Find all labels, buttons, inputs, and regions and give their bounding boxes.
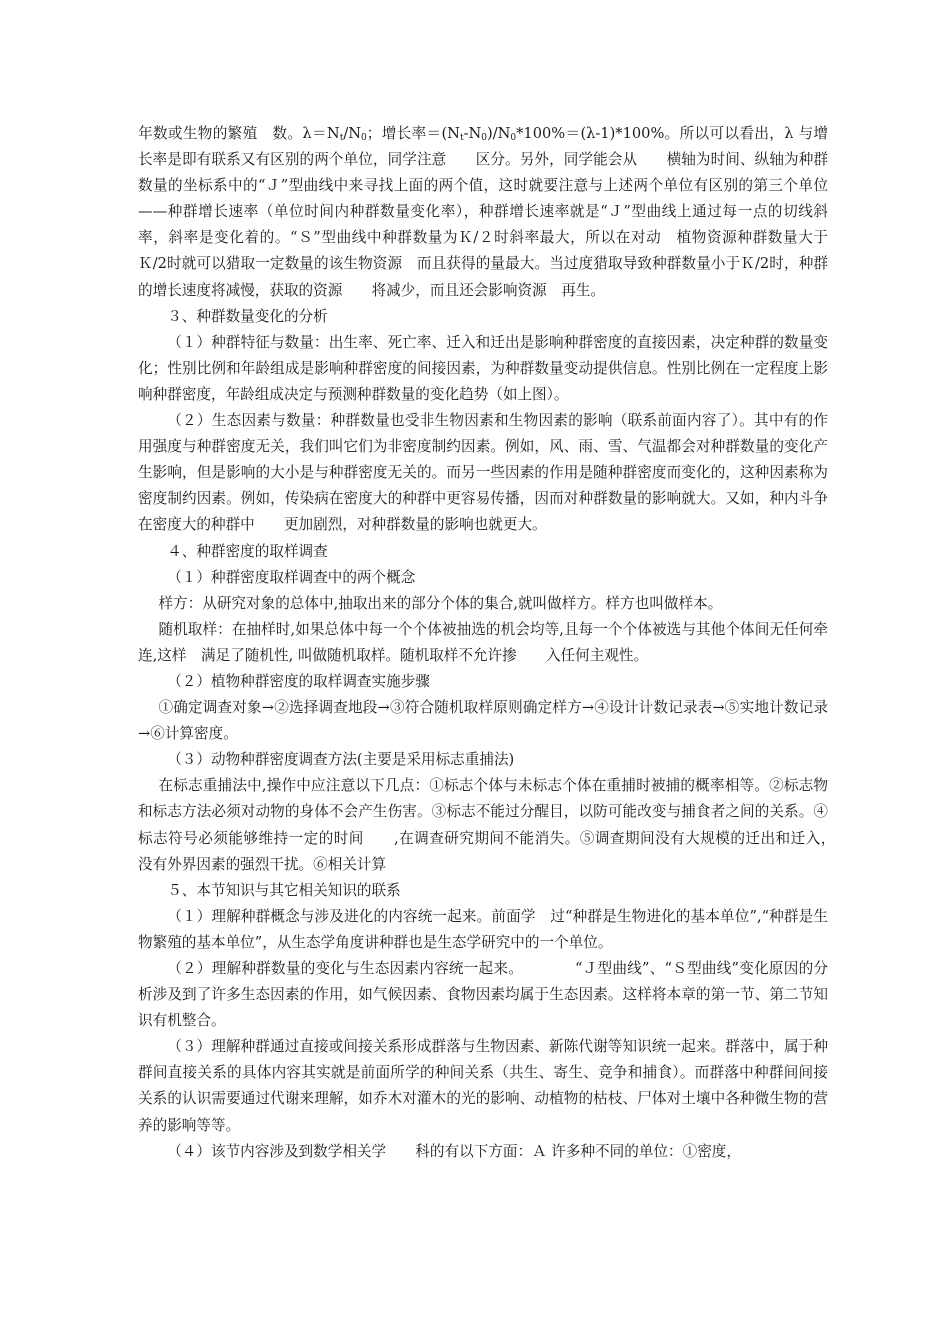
paragraph-p7 bbox=[138, 591, 828, 617]
subscript: 0 bbox=[361, 133, 367, 143]
text-run: 样方：从研究对象的总体中,抽取出来的部分个体的集合,就叫做样方。样方也叫做样本。 bbox=[158, 594, 723, 612]
text-run: （４）该节内容涉及到数学相关学 科的有以下方面：Ａ 许多种不同的单位：①密度， bbox=[167, 1142, 741, 1160]
subscript: 0 bbox=[481, 133, 487, 143]
text-run: （１）种群特征与数量：出生率、死亡率、迁入和迁出是影响种群密度的直接因素，决定种群的数量变化；性别比例和年龄组成是影响种群密度的间接因素，为种群数量变动提供信息。性别比例在一定程度上影响种群密度，年龄组成决定与预测种群数量的变化趋势（如上图）。 bbox=[138, 333, 828, 403]
text-run: （２）生态因素与数量：种群数量也受非生物因素和生物因素的影响（联系前面内容了）。其中有的作用强度与种群密度无关，我们叫它们为非密度制约因素。例如，风、雨、雪、气温都会对种群数量的变化产生影响，但是影响的大小是与种群密度无关的。而另一些因素的作用是随种群密度而变化的，这种因素称为密度制约因素。例如，传染病在密度大的种群中更容易传播，因而对种群数量的影响就大。又如，种内斗争在密度大的种群中 更加剧烈，对种群数量的影响也就更大。 bbox=[138, 412, 828, 534]
text-run: （１）理解种群概念与涉及进化的内容统一起来。前面学 过“种群是生物进化的基本单位”,“种群是生物繁殖的基本单位”，从生态学角度讲种群也是生态学研究中的一个单位。 bbox=[138, 907, 828, 951]
paragraph-p10 bbox=[138, 695, 828, 747]
paragraph-p15 bbox=[138, 956, 828, 1034]
subscript: t bbox=[339, 133, 344, 143]
paragraph-p3 bbox=[138, 330, 828, 408]
text-run: ；增长率＝(N bbox=[366, 125, 460, 142]
paragraph-p1 bbox=[138, 121, 858, 304]
paragraph-p6 bbox=[138, 565, 828, 591]
paragraph-p11 bbox=[138, 747, 828, 773]
paragraph-p9 bbox=[138, 669, 828, 695]
text-run: （２）理解种群数量的变化与生态因素内容统一起来。 “Ｊ型曲线”、“Ｓ型曲线”变化原因的分析涉及到了许多生态因素的作用，如气候因素、食物因素均属于生态因素。这样将本章的第一节、第二节知识有机整合。 bbox=[138, 960, 828, 1030]
paragraph-p12 bbox=[138, 773, 858, 877]
text-run: ①确定调查对象→②选择调查地段→③符合随机取样原则确定样方→④设计计数记录表→⑤实地计数记录→⑥计算密度。 bbox=[138, 699, 828, 743]
text-run: （３）理解种群通过直接或间接关系形成群落与生物因素、新陈代谢等知识统一起来。群落中，属于种群间直接关系的具体内容其实就是前面所学的种间关系（共生、寄生、竞争和捕食）。而群落中种群间间接关系的认识需要通过代谢来理解，如乔木对灌木的光的影响、动植物的枯枝、尸体对土壤中各种微生物的营养的影响等等。 bbox=[138, 1038, 828, 1134]
paragraph-p13 bbox=[138, 878, 828, 904]
text-run: 在标志重捕法中,操作中应注意以下几点：①标志个体与未标志个体在重捕时被捕的概率相等。②标志物和标志方法必须对动物的身体不会产生伤害。③标志不能过分醒目，以防可能改变与捕食者之间的关系。④标志符号必须能够维持一定的时间 ,在调查研究期间不能消失。⑤调查期间没有大规模的迁出和迁入， 没有外界因素的强烈干扰。⑥相关计算 bbox=[138, 777, 858, 873]
text-run: -N bbox=[463, 125, 482, 142]
paragraph-p17 bbox=[138, 1139, 828, 1165]
text-run: 年数或生物的繁殖 数。λ＝N bbox=[138, 125, 340, 142]
subscript: 0 bbox=[510, 133, 517, 143]
paragraph-p16 bbox=[138, 1034, 828, 1138]
text-run: /N bbox=[343, 125, 362, 142]
text-run: *100%＝(λ-1)*100%。所以可以看出，λ 与增长率是即有联系又有区别的两个单位，同学注意 区分。另外，同学能会从 横轴为时间、纵轴为种群数量的坐标系中的“Ｊ”型曲线中来寻找上面的两个值，这时就要注意与上述两个单位有区别的第三个单位——种群增长速率（单位时间内种群数量变化率），种群增长速率就是“Ｊ”型曲线上通过每一点的切线斜率，斜率是变化着的。“Ｓ”型曲线中种群数量为Ｋ/２时斜率最大，所以在对动 植物资源种群数量大于 Ｋ/2时就可以猎取一定数量的该生物资源 而且获得的量最大。当过度猎取导致种群数量小于Ｋ/2时，种群的增长速度将减慢，获取的资源 将减少，而且还会影响资源 再生。 bbox=[138, 125, 858, 299]
text-run: （２）植物种群密度的取样调查实施步骤 bbox=[167, 672, 430, 690]
text-run: ５、本节知识与其它相关知识的联系 bbox=[167, 881, 401, 899]
text-run: ４、种群密度的取样调查 bbox=[167, 542, 328, 560]
paragraph-p14 bbox=[138, 904, 828, 956]
text-run: 随机取样：在抽样时,如果总体中每一个个体被抽选的机会均等,且每一个个体被选与其他个体间无任何牵连,这样 满足了随机性, 叫做随机取样。随机取样不允许掺 入任何主观性。 bbox=[138, 620, 828, 664]
paragraph-p8 bbox=[138, 617, 828, 669]
text-run: （３）动物种群密度调查方法(主要是采用标志重捕法) bbox=[167, 751, 515, 769]
paragraph-p4 bbox=[138, 408, 828, 538]
paragraph-p2 bbox=[138, 304, 828, 330]
paragraph-p5 bbox=[138, 539, 828, 565]
subscript: t bbox=[459, 133, 464, 143]
text-run: ３、种群数量变化的分析 bbox=[167, 307, 328, 325]
text-run: )/N bbox=[487, 125, 511, 142]
text-run: （１）种群密度取样调查中的两个概念 bbox=[167, 568, 416, 586]
document-page bbox=[138, 121, 858, 1165]
